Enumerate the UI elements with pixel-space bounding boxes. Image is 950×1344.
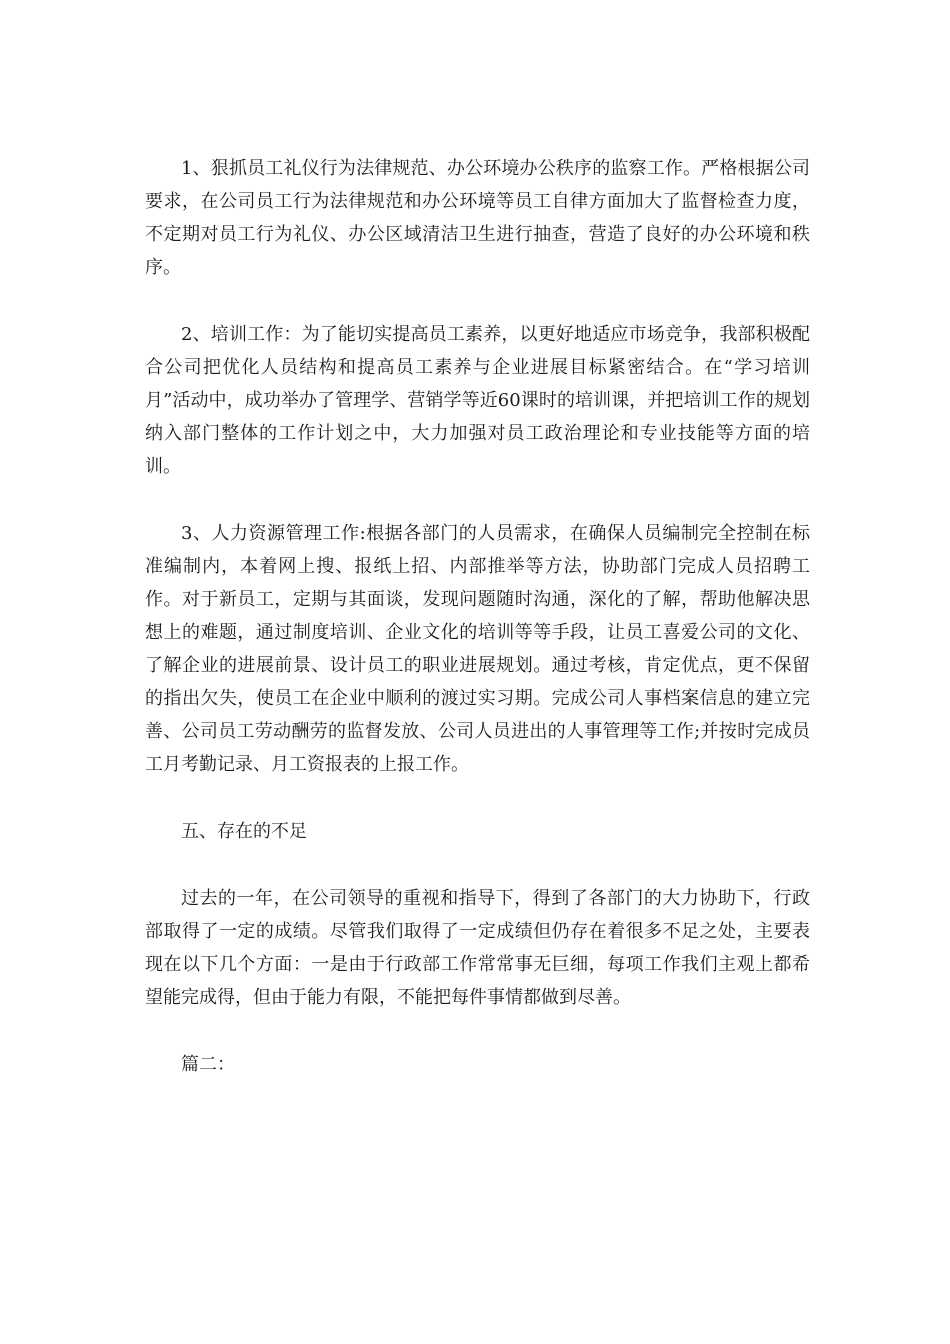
section-heading: 五、存在的不足 (181, 821, 307, 842)
document-body (145, 152, 810, 1115)
paragraph-discipline: 1、狠抓员工礼仪行为法律规范、办公环境办公秩序的监察工作。严格根据公司要求，在公司员工行为法律规范和办公环境等员工自律方面加大了监督检查力度，不定期对员工行为礼仪、办公区域清洁卫生进行抽查，营造了良好的办公环境和秩序。 (145, 158, 810, 278)
next-part-label: 篇二： (181, 1054, 235, 1075)
paragraph-shortcomings: 过去的一年，在公司领导的重视和指导下，得到了各部门的大力协助下，行政部取得了一定的成绩。尽管我们取得了一定成绩但仍存在着很多不足之处，主要表现在以下几个方面：一是由于行政部工作常常事无巨细，每项工作我们主观上都希望能完成得，但由于能力有限，不能把每件事情都做到尽善。 (145, 888, 810, 1008)
paragraph-hr-management: 3、人力资源管理工作:根据各部门的人员需求，在确保人员编制完全控制在标准编制内，本着网上搜、报纸上招、内部推举等方法，协助部门完成人员招聘工作。对于新员工，定期与其面谈，发现问题随时沟通，深化的了解，帮助他解决思想上的难题，通过制度培训、企业文化的培训等等手段，让员工喜爱公司的文化、了解企业的进展前景、设计员工的职业进展规划。通过考核，肯定优点，更不保留的指出欠失，使员工在企业中顺利的渡过实习期。完成公司人事档案信息的建立完善、公司员工劳动酬劳的监督发放、公司人员进出的人事管理等工作;并按时完成员工月考勤记录、月工资报表的上报工作。 (145, 523, 810, 775)
paragraph-training: 2、培训工作：为了能切实提高员工素养，以更好地适应市场竞争，我部积极配合公司把优化人员结构和提高员工素养与企业进展目标紧密结合。在“学习培训月”活动中，成功举办了管理学、营销学等近60课时的培训课，并把培训工作的规划纳入部门整体的工作计划之中，大力加强对员工政治理论和专业技能等方面的培训。 (145, 324, 810, 477)
